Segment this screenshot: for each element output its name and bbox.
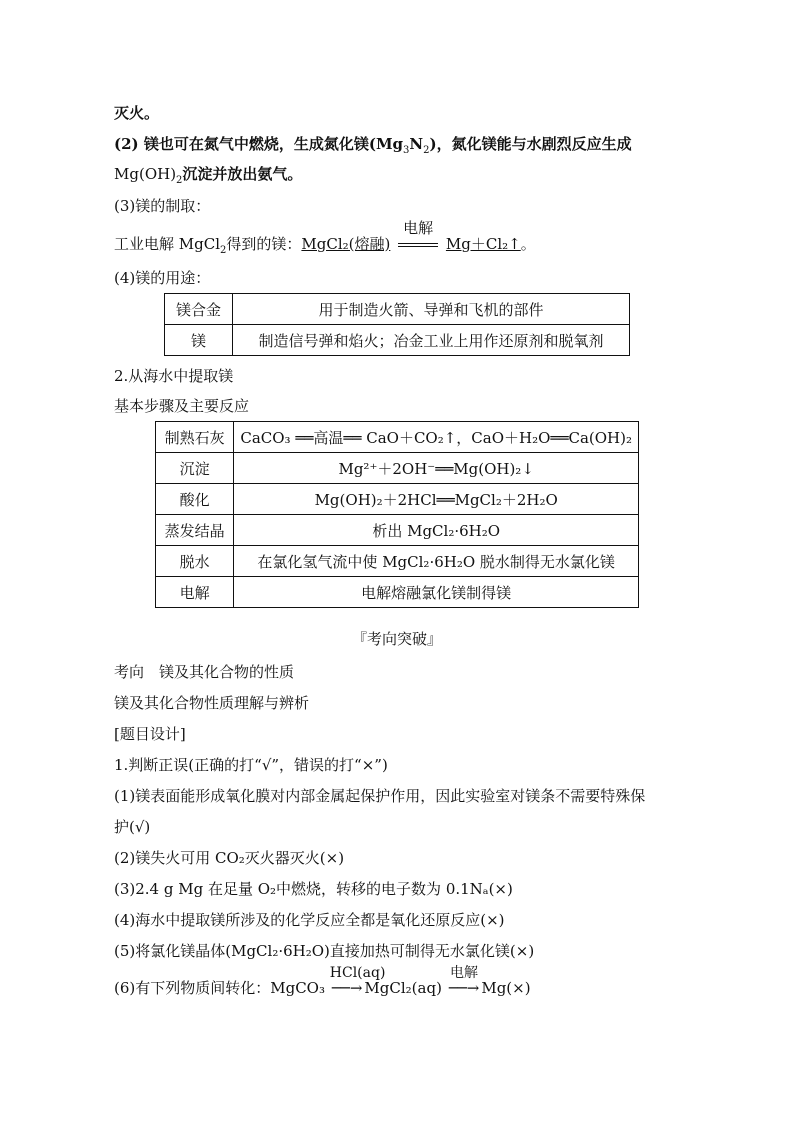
table-cell: 在氯化氢气流中使 MgCl₂·6H₂O 脱水制得无水氯化镁 [234,546,639,577]
product: Mg＋Cl₂↑ [445,235,521,253]
text: 沉淀并放出氨气。 [182,165,303,183]
statement-3: (3)2.4 g Mg 在足量 O₂中燃烧，转移的电子数为 0.1Nₐ(×) [114,880,513,898]
table-cell: 制造信号弹和焰火；冶金工业上用作还原剂和脱氧剂 [233,325,630,356]
table-cell: 电解 [156,577,234,608]
table-cell: 制熟石灰 [156,422,234,453]
table-cell: 蒸发结晶 [156,515,234,546]
table-cell: 酸化 [156,484,234,515]
arrow-label: 电解 [450,965,479,981]
section-seawater: 2.从海水中提取镁 [114,367,234,385]
statement-5: (5)将氯化镁晶体(MgCl₂·6H₂O)直接加热可制得无水氯化镁(×) [114,942,535,960]
table-row [156,422,639,453]
arrow-electrolysis: 电解 ──→ [448,965,480,997]
subsection-title: 镁及其化合物性质理解与辨析 [114,694,310,712]
text: (6)有下列物质间转化：MgCO₃ [114,979,325,997]
reactant: MgCl₂(熔融) [301,235,391,253]
text: N [409,135,424,153]
paragraph-ammonia: $Mg(OH)_2$沉淀并放出氨气。 [114,165,303,186]
uses-table [164,293,630,356]
table-row [165,294,630,325]
text: 工业电解 MgCl [114,235,221,253]
table-cell: 析出 MgCl₂·6H₂O [234,515,639,546]
table-cell: 电解熔融氯化镁制得镁 [234,577,639,608]
statement-1: (1)镁表面能形成氧化膜对内部金属起保护作用，因此实验室对镁条不需要特殊保 [114,787,646,805]
text: Mg(OH) [114,165,177,183]
table-row [165,325,630,356]
table-row [156,577,639,608]
text: 得到的镁： [226,235,302,253]
table-cell: 镁合金 [165,294,233,325]
condition-label: 电解 [403,219,434,237]
table-row [156,453,639,484]
section-breakthrough: 『考向突破』 [351,630,442,648]
statement-1-cont: 护(√) [114,818,151,836]
statement-6 [114,965,531,998]
statement-2: (2)镁失火可用 CO₂灭火器灭火(×) [114,849,345,867]
heading-uses: (4)镁的用途： [114,269,211,287]
table-row [156,484,639,515]
steps-table [155,421,639,608]
statement-4: (4)海水中提取镁所涉及的化学反应全都是氧化还原反应(×) [114,911,505,929]
table-cell: CaCO₃ ══高温══ CaO＋CO₂↑，CaO＋H₂O══Ca(OH)₂ [234,422,639,453]
condition-arrow [395,219,441,254]
table-cell: 脱水 [156,546,234,577]
paragraph-nitrogen: (2) 镁也可在氮气中燃烧，生成氮化镁$(Mg_3N_2)$，氮化镁能与水剧烈反应生成 [114,135,632,156]
text: MgCl₂(aq) [364,979,442,997]
section-steps: 基本步骤及主要反应 [114,397,250,415]
table-cell: 沉淀 [156,453,234,484]
text: Mg(×) [481,979,531,997]
question-design-label: [题目设计] [114,725,186,743]
arrow-label: HCl(aq) [329,965,386,981]
heading-preparation: (3)镁的制取： [114,197,211,215]
question-1: 1.判断正误(正确的打“√”，错误的打“×”) [114,756,388,774]
table-row [156,515,639,546]
arrow-hcl: HCl(aq) ──→ [329,965,386,997]
table-row [156,546,639,577]
table-cell: 镁 [165,325,233,356]
table-cell: Mg(OH)₂＋2HCl══MgCl₂＋2H₂O [234,484,639,515]
table-cell: Mg²⁺＋2OH⁻══Mg(OH)₂↓ [234,453,639,484]
direction-title: 考向 镁及其化合物的性质 [114,663,295,681]
electrolysis-equation: 工业电解 MgCl$_2$得到的镁：MgCl₂(熔融) 电解 Mg＋Cl₂↑。 [114,219,536,256]
text: (2) 镁也可在氮气中燃烧，生成氮化镁(Mg [114,135,404,153]
text: )，氮化镁能与水剧烈反应生成 [429,135,632,153]
table-cell: 用于制造火箭、导弹和飞机的部件 [233,294,630,325]
text: 。 [520,235,536,253]
paragraph-fire: 灭火。 [114,104,160,122]
